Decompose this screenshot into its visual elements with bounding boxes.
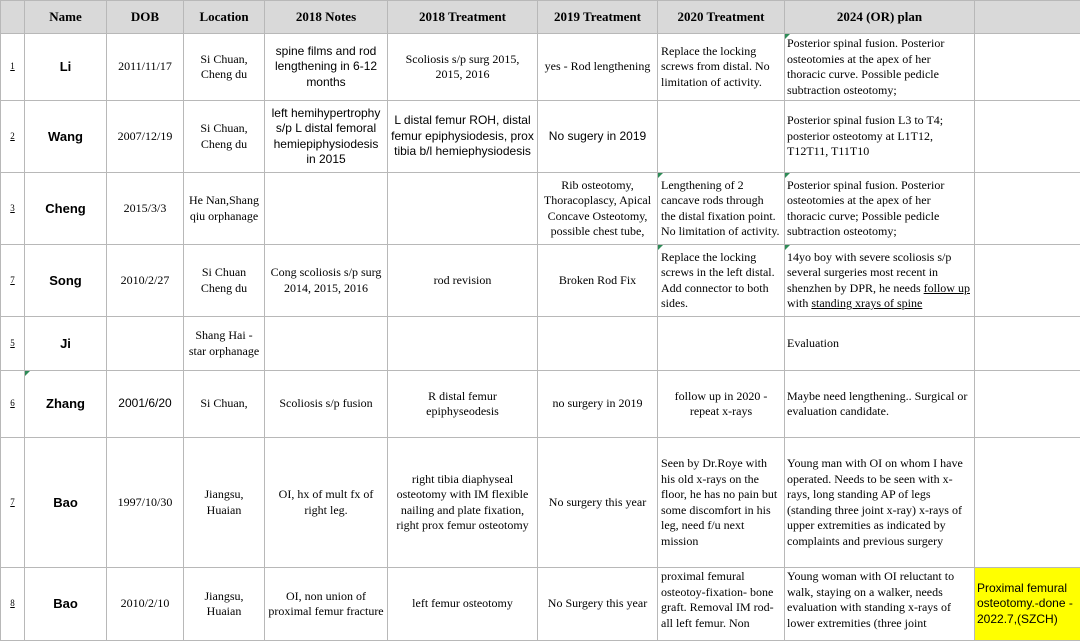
cell-name[interactable]: Bao — [25, 438, 107, 568]
plan-text: with — [787, 296, 811, 310]
header-2018-treatment[interactable]: 2018 Treatment — [388, 1, 538, 34]
header-name[interactable]: Name — [25, 1, 107, 34]
cell-name[interactable]: Bao — [25, 568, 107, 641]
cell-dob[interactable]: 2007/12/19 — [107, 101, 184, 173]
header-index[interactable] — [1, 1, 25, 34]
cell-extra[interactable] — [975, 34, 1080, 101]
cell-2018-treatment[interactable] — [388, 317, 538, 371]
cell-dob[interactable]: 2010/2/10 — [107, 568, 184, 641]
row-index-link[interactable]: 8 — [1, 568, 25, 641]
table-row — [1, 245, 1080, 317]
cell-extra[interactable] — [975, 101, 1080, 173]
plan-text-underlined: follow up — [924, 281, 970, 295]
table-row — [1, 371, 1080, 438]
cell-2024-plan[interactable]: Young woman with OI reluctant to walk, staying on a walker, needs evaluation with standing x-rays of lower extremities (three joint — [785, 568, 975, 641]
cell-2020-treatment[interactable] — [658, 317, 785, 371]
cell-2018-treatment[interactable]: R distal femur epiphyseodesis — [388, 371, 538, 438]
row-index-link[interactable]: 6 — [1, 371, 25, 438]
cell-2019-treatment[interactable]: yes - Rod lengthening — [538, 34, 658, 101]
cell-dob[interactable]: 2011/11/17 — [107, 34, 184, 101]
cell-2024-plan[interactable]: Posterior spinal fusion L3 to T4; posterior osteotomy at L1T12, T12T11, T11T10 — [785, 101, 975, 173]
table-row — [1, 317, 1080, 371]
cell-location[interactable]: Si Chuan, Cheng du — [184, 101, 265, 173]
cell-dob[interactable]: 2001/6/20 — [107, 371, 184, 438]
cell-2020-treatment[interactable]: Lengthening of 2 cancave rods through the distal fixation point. No limitation of activity. — [658, 173, 785, 245]
cell-2020-treatment[interactable]: Seen by Dr.Roye with his old x-rays on the floor, he has no pain but some discomfort in his leg, need f/u next mission — [658, 438, 785, 568]
cell-location[interactable]: He Nan,Shang qiu orphanage — [184, 173, 265, 245]
cell-location[interactable]: Si Chuan Cheng du — [184, 245, 265, 317]
cell-2018-notes[interactable] — [265, 173, 388, 245]
cell-2018-notes[interactable] — [265, 317, 388, 371]
cell-2019-treatment[interactable]: Broken Rod Fix — [538, 245, 658, 317]
row-index-link[interactable]: 7 — [1, 438, 25, 568]
cell-2019-treatment[interactable] — [538, 317, 658, 371]
cell-location[interactable]: Si Chuan, Cheng du — [184, 34, 265, 101]
row-index-link[interactable]: 7 — [1, 245, 25, 317]
cell-2020-treatment[interactable]: Replace the locking screws in the left distal. Add connector to both sides. — [658, 245, 785, 317]
cell-2019-treatment[interactable]: Rib osteotomy, Thoracoplascy, Apical Concave Osteotomy, possible chest tube, — [538, 173, 658, 245]
cell-2018-notes[interactable]: Scoliosis s/p fusion — [265, 371, 388, 438]
cell-name[interactable]: Cheng — [25, 173, 107, 245]
cell-2024-plan[interactable]: Evaluation — [785, 317, 975, 371]
cell-2018-treatment[interactable]: rod revision — [388, 245, 538, 317]
header-2018-notes[interactable]: 2018 Notes — [265, 1, 388, 34]
cell-2018-treatment[interactable] — [388, 173, 538, 245]
row-index-link[interactable]: 2 — [1, 101, 25, 173]
cell-2019-treatment[interactable]: No sugery in 2019 — [538, 101, 658, 173]
cell-2018-notes[interactable]: OI, hx of mult fx of right leg. — [265, 438, 388, 568]
cell-name[interactable]: Zhang — [25, 371, 107, 438]
header-row — [1, 1, 1080, 34]
row-index-link[interactable]: 5 — [1, 317, 25, 371]
header-2024-plan[interactable]: 2024 (OR) plan — [785, 1, 975, 34]
header-location[interactable]: Location — [184, 1, 265, 34]
cell-2018-treatment[interactable]: right tibia diaphyseal osteotomy with IM flexible nailing and plate fixation, right prox femur osteotomy — [388, 438, 538, 568]
table-row — [1, 568, 1080, 641]
table-row — [1, 173, 1080, 245]
cell-2024-plan[interactable]: Maybe need lengthening.. Surgical or evaluation candidate. — [785, 371, 975, 438]
cell-dob[interactable]: 1997/10/30 — [107, 438, 184, 568]
cell-extra[interactable] — [975, 245, 1080, 317]
cell-2018-notes[interactable]: OI, non union of proximal femur fracture — [265, 568, 388, 641]
cell-2019-treatment[interactable]: no surgery in 2019 — [538, 371, 658, 438]
cell-2020-treatment[interactable]: proximal femural osteotoy-fixation- bone graft. Removal IM rod- all left femur. Non — [658, 568, 785, 641]
cell-2024-plan[interactable]: Posterior spinal fusion. Posterior osteotomies at the apex of her thoracic curve. Possible pedicle subtraction osteotomy; — [785, 34, 975, 101]
cell-2019-treatment[interactable]: No Surgery this year — [538, 568, 658, 641]
header-2020-treatment[interactable]: 2020 Treatment — [658, 1, 785, 34]
cell-2024-plan[interactable]: Young man with OI on whom I have operated. Needs to be seen with x-rays, long standing AP of legs (standing three joint x-ray) x-rays of upper extremities as indicated by complaints and previous surgery — [785, 438, 975, 568]
cell-name[interactable]: Wang — [25, 101, 107, 173]
row-index-link[interactable]: 1 — [1, 34, 25, 101]
cell-dob[interactable]: 2010/2/27 — [107, 245, 184, 317]
cell-2024-plan[interactable] — [785, 245, 975, 317]
plan-text: 14yo boy with severe scoliosis s/p several surgeries most recent in shenzhen by DPR, he needs — [787, 250, 951, 295]
table-row — [1, 101, 1080, 173]
table-row — [1, 34, 1080, 101]
cell-2020-treatment[interactable]: Replace the locking screws from distal. No limitation of activity. — [658, 34, 785, 101]
cell-extra-highlighted[interactable]: Proximal femural osteotomy.-done - 2022.7,(SZCH) — [975, 568, 1080, 641]
row-index-link[interactable]: 3 — [1, 173, 25, 245]
header-2019-treatment[interactable]: 2019 Treatment — [538, 1, 658, 34]
cell-location[interactable]: Jiangsu, Huaian — [184, 438, 265, 568]
cell-name[interactable]: Li — [25, 34, 107, 101]
cell-location[interactable]: Jiangsu, Huaian — [184, 568, 265, 641]
cell-name[interactable]: Ji — [25, 317, 107, 371]
cell-dob[interactable] — [107, 317, 184, 371]
cell-2018-notes[interactable]: left hemihypertrophy s/p L distal femoral hemiepiphysiodesis in 2015 — [265, 101, 388, 173]
cell-location[interactable]: Si Chuan, — [184, 371, 265, 438]
cell-2020-treatment[interactable]: follow up in 2020 - repeat x-rays — [658, 371, 785, 438]
cell-2024-plan[interactable]: Posterior spinal fusion. Posterior osteotomies at the apex of her thoracic curve; Possible pedicle subtraction osteotomy; — [785, 173, 975, 245]
cell-2019-treatment[interactable]: No surgery this year — [538, 438, 658, 568]
table-row — [1, 438, 1080, 568]
cell-location[interactable]: Shang Hai - star orphanage — [184, 317, 265, 371]
cell-extra[interactable] — [975, 438, 1080, 568]
cell-extra[interactable] — [975, 173, 1080, 245]
header-dob[interactable]: DOB — [107, 1, 184, 34]
plan-text-underlined: standing xrays of spine — [811, 296, 922, 310]
cell-2018-treatment[interactable]: L distal femur ROH, distal femur epiphysiodesis, prox tibia b/l hemiephysiodesis — [388, 101, 538, 173]
cell-2018-notes[interactable]: spine films and rod lengthening in 6-12 months — [265, 34, 388, 101]
cell-name[interactable]: Song — [25, 245, 107, 317]
cell-dob[interactable]: 2015/3/3 — [107, 173, 184, 245]
cell-2018-treatment[interactable]: left femur osteotomy — [388, 568, 538, 641]
header-extra[interactable] — [975, 1, 1080, 34]
cell-2018-treatment[interactable]: Scoliosis s/p surg 2015, 2015, 2016 — [388, 34, 538, 101]
cell-extra[interactable] — [975, 371, 1080, 438]
cell-2018-notes[interactable]: Cong scoliosis s/p surg 2014, 2015, 2016 — [265, 245, 388, 317]
cell-extra[interactable] — [975, 317, 1080, 371]
cell-2020-treatment[interactable] — [658, 101, 785, 173]
